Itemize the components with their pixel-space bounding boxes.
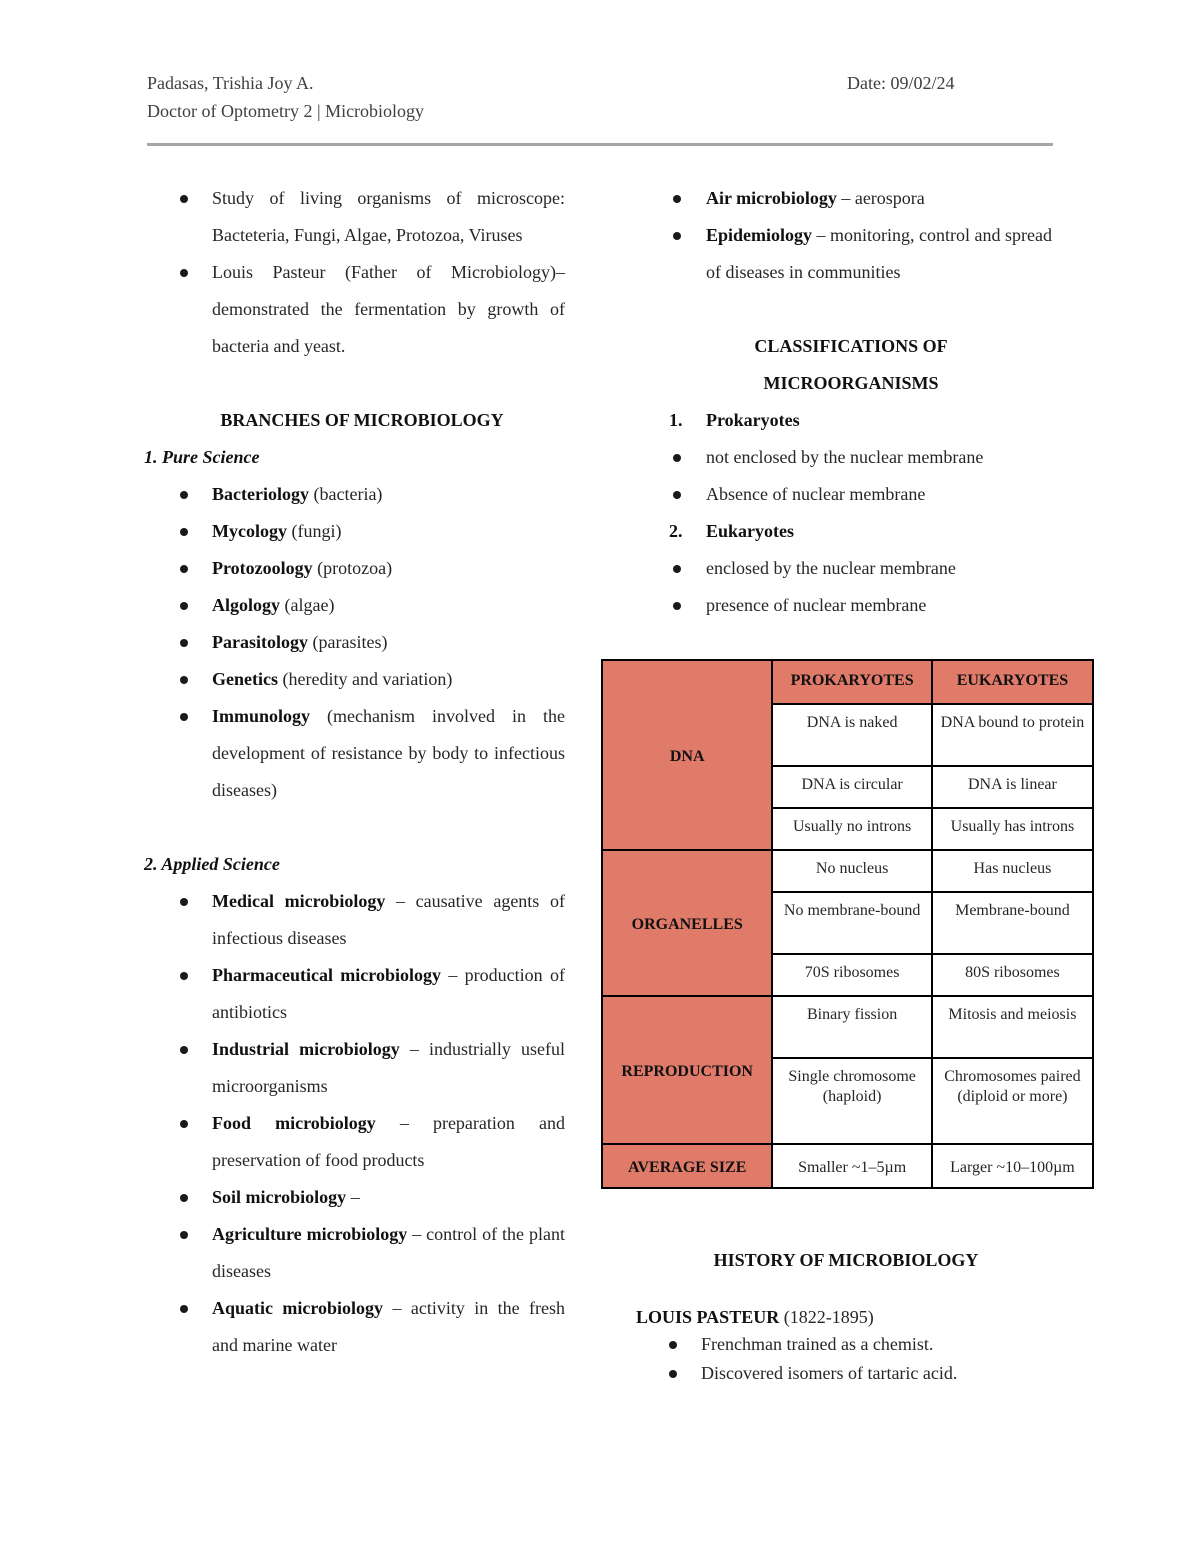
table-cell: Membrane-bound bbox=[932, 892, 1093, 954]
applied-science-list bbox=[147, 883, 565, 1364]
list-item: Medical microbiology – causative agents of infectious diseases bbox=[147, 883, 565, 957]
table-cell: Usually no introns bbox=[772, 808, 931, 850]
column-header-eukaryotes: EUKARYOTES bbox=[932, 660, 1093, 704]
list-item: presence of nuclear membrane bbox=[636, 587, 1066, 624]
list-item: Mycology (fungi) bbox=[147, 513, 565, 550]
list-item: Frenchman trained as a chemist. bbox=[636, 1330, 1056, 1359]
table-cell: 70S ribosomes bbox=[772, 954, 931, 996]
table-cell: DNA is linear bbox=[932, 766, 1093, 808]
list-item: Absence of nuclear membrane bbox=[636, 476, 1066, 513]
table-cell: DNA is circular bbox=[772, 766, 931, 808]
applied-science-continued-list bbox=[636, 180, 1066, 291]
list-item: Air microbiology – aerospora bbox=[636, 180, 1066, 217]
pure-science-heading: 1. Pure Science bbox=[144, 447, 260, 467]
classifications-title-line1: CLASSIFICATIONS OF bbox=[754, 336, 948, 356]
list-item: Discovered isomers of tartaric acid. bbox=[636, 1359, 1056, 1388]
list-item: Aquatic microbiology – activity in the fresh and marine water bbox=[147, 1290, 565, 1364]
table-row bbox=[602, 1144, 1093, 1188]
list-item: Food microbiology – preparation and preservation of food products bbox=[147, 1105, 565, 1179]
table-cell: Single chromosome (haploid) bbox=[772, 1058, 931, 1144]
list-item: Pharmaceutical microbiology – production of antibiotics bbox=[147, 957, 565, 1031]
list-item: Epidemiology – monitoring, control and spread of diseases in communities bbox=[636, 217, 1066, 291]
list-item: Agriculture microbiology – control of the plant diseases bbox=[147, 1216, 565, 1290]
classifications-title-line2: MICROORGANISMS bbox=[763, 373, 939, 393]
row-header-dna: DNA bbox=[602, 660, 772, 850]
list-item: Study of living organisms of microscope: Bacteteria, Fungi, Algae, Protozoa, Viruses bbox=[147, 180, 565, 254]
row-header-average-size: AVERAGE SIZE bbox=[602, 1144, 772, 1188]
list-item: Genetics (heredity and variation) bbox=[147, 661, 565, 698]
history-section bbox=[636, 1242, 1056, 1388]
table-cell: 80S ribosomes bbox=[932, 954, 1093, 996]
table-cell: No nucleus bbox=[772, 850, 931, 892]
table-cell: Binary fission bbox=[772, 996, 931, 1058]
header-divider bbox=[147, 143, 1053, 146]
table-cell: Smaller ~1–5µm bbox=[772, 1144, 931, 1188]
history-title: HISTORY OF MICROBIOLOGY bbox=[713, 1250, 979, 1270]
table-cell: DNA bound to protein bbox=[932, 704, 1093, 766]
row-header-reproduction: REPRODUCTION bbox=[602, 996, 772, 1144]
table-row bbox=[602, 996, 1093, 1058]
table-cell: Usually has introns bbox=[932, 808, 1093, 850]
table-cell: Larger ~10–100µm bbox=[932, 1144, 1093, 1188]
table-cell: Has nucleus bbox=[932, 850, 1093, 892]
table-row bbox=[602, 850, 1093, 892]
list-item: Bacteriology (bacteria) bbox=[147, 476, 565, 513]
list-item: enclosed by the nuclear membrane bbox=[636, 550, 1066, 587]
list-item: Industrial microbiology – industrially useful microorganisms bbox=[147, 1031, 565, 1105]
eukaryotes-heading: 2. Eukaryotes bbox=[669, 521, 795, 541]
table-cell: DNA is naked bbox=[772, 704, 931, 766]
classification-table bbox=[601, 659, 1094, 1189]
table-cell: Chromosomes paired (diploid or more) bbox=[932, 1058, 1093, 1144]
row-header-organelles: ORGANELLES bbox=[602, 850, 772, 996]
pasteur-heading: LOUIS PASTEUR (1822-1895) bbox=[636, 1307, 874, 1327]
table-row bbox=[602, 660, 1093, 704]
document-date: Date: 09/02/24 bbox=[847, 73, 955, 93]
list-item: Soil microbiology – bbox=[147, 1179, 565, 1216]
left-column bbox=[144, 180, 566, 1364]
table-cell: No membrane-bound bbox=[772, 892, 931, 954]
list-item: Immunology (mechanism involved in the development of resistance by body to infectious diseases) bbox=[147, 698, 565, 809]
pasteur-list bbox=[636, 1330, 1056, 1388]
applied-science-heading: 2. Applied Science bbox=[144, 854, 280, 874]
prokaryotes-list bbox=[636, 439, 1066, 513]
pure-science-list bbox=[147, 476, 565, 809]
intro-list bbox=[147, 180, 565, 365]
list-item: not enclosed by the nuclear membrane bbox=[636, 439, 1066, 476]
course-line: Doctor of Optometry 2 | Microbiology bbox=[147, 101, 425, 121]
column-header-prokaryotes: PROKARYOTES bbox=[772, 660, 931, 704]
branches-title: BRANCHES OF MICROBIOLOGY bbox=[220, 410, 504, 430]
list-item: Louis Pasteur (Father of Microbiology)– demonstrated the fermentation by growth of bacteria and yeast. bbox=[147, 254, 565, 365]
prokaryotes-heading: 1. Prokaryotes bbox=[669, 410, 800, 430]
eukaryotes-list bbox=[636, 550, 1066, 624]
list-item: Parasitology (parasites) bbox=[147, 624, 565, 661]
list-item: Protozoology (protozoa) bbox=[147, 550, 565, 587]
table-cell: Mitosis and meiosis bbox=[932, 996, 1093, 1058]
right-column bbox=[636, 180, 1066, 624]
list-item: Algology (algae) bbox=[147, 587, 565, 624]
author-name: Padasas, Trishia Joy A. bbox=[147, 73, 314, 93]
